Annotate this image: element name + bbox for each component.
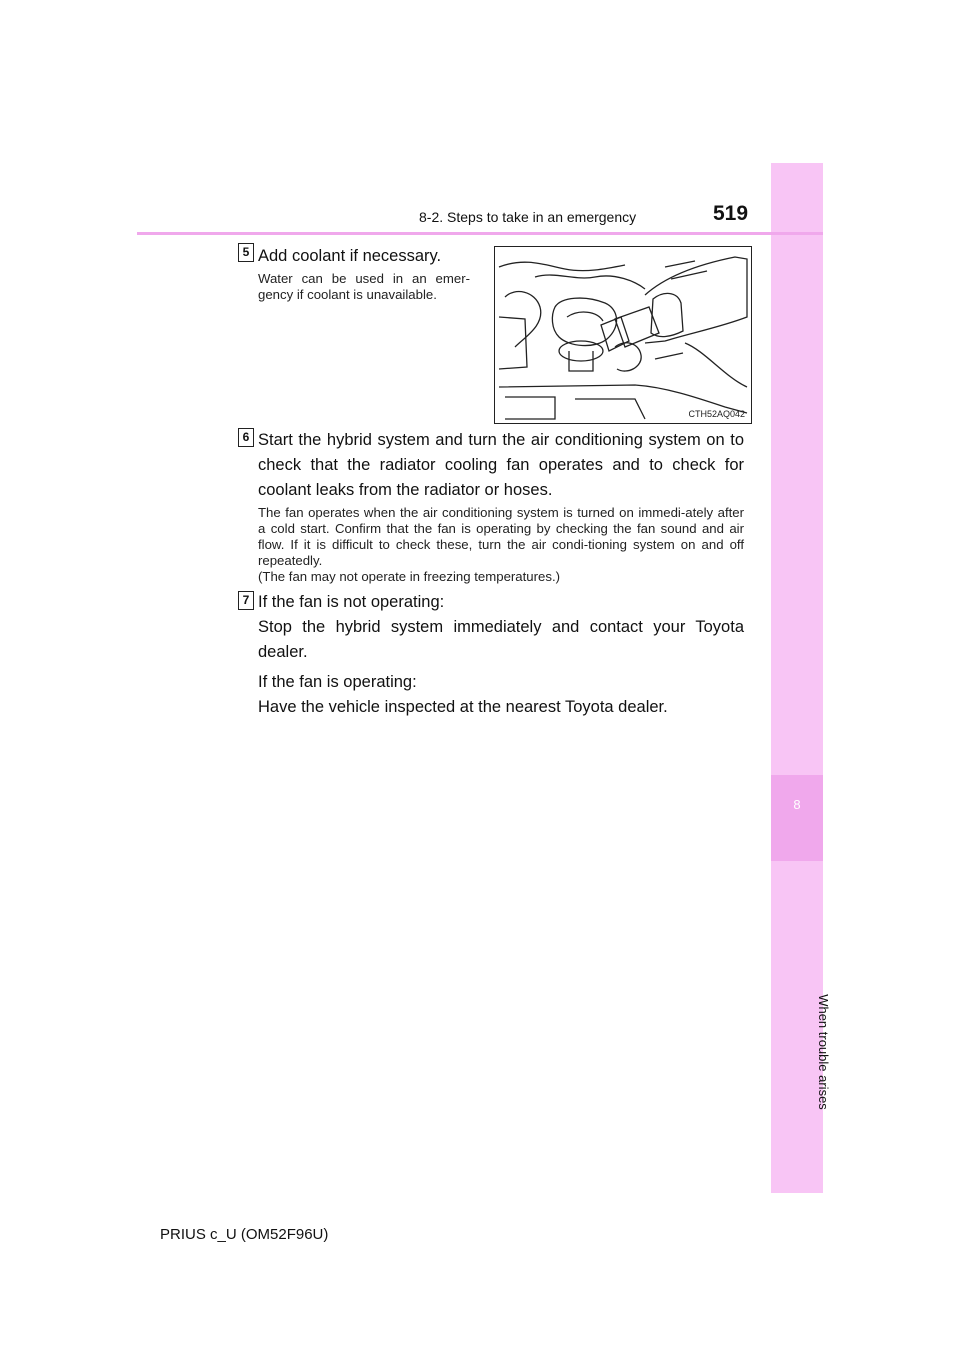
coolant-illustration xyxy=(494,246,752,424)
header-rule xyxy=(137,232,823,235)
page-number: 519 xyxy=(713,202,749,225)
engine-bay-drawing xyxy=(495,247,751,423)
chapter-number-tab xyxy=(771,775,823,861)
step-5-text: Add coolant if necessary. xyxy=(258,247,442,265)
step-6-note: The fan operates when the air conditioning system is turned on immedi-ately after a cold start. Confirm that the fan is operating by checking the fan sound and air flow. If it is difficult to check these, turn the air condi-tioning system on and off repeatedly. xyxy=(258,505,744,568)
chapter-number: 8 xyxy=(793,797,801,812)
section-title: 8-2. Steps to take in an emergency xyxy=(419,209,637,225)
step-7-line-2: Stop the hybrid system immediately and contact your Toyota dealer. xyxy=(258,618,744,661)
step-7-line-3: If the fan is operating: xyxy=(258,673,417,691)
step-7-badge: 7 xyxy=(238,591,254,610)
footer-model: PRIUS c_U (OM52F96U) xyxy=(160,1226,329,1243)
step-6-note-2: (The fan may not operate in freezing temperatures.) xyxy=(258,569,560,584)
step-6-text: Start the hybrid system and turn the air conditioning system on to check that the radiator cooling fan operates and to check for coolant leaks from the radiator or hoses. xyxy=(258,431,744,499)
step-6-badge: 6 xyxy=(238,428,254,447)
chapter-title: When trouble arises xyxy=(816,994,831,1110)
step-7-line-1: If the fan is not operating: xyxy=(258,593,445,611)
step-5-badge: 5 xyxy=(238,243,254,262)
illustration-code: CTH52AQ042 xyxy=(688,409,745,419)
step-7-line-4: Have the vehicle inspected at the nearest Toyota dealer. xyxy=(258,698,668,716)
step-5-note: Water can be used in an emer-gency if coolant is unavailable. xyxy=(258,271,470,302)
